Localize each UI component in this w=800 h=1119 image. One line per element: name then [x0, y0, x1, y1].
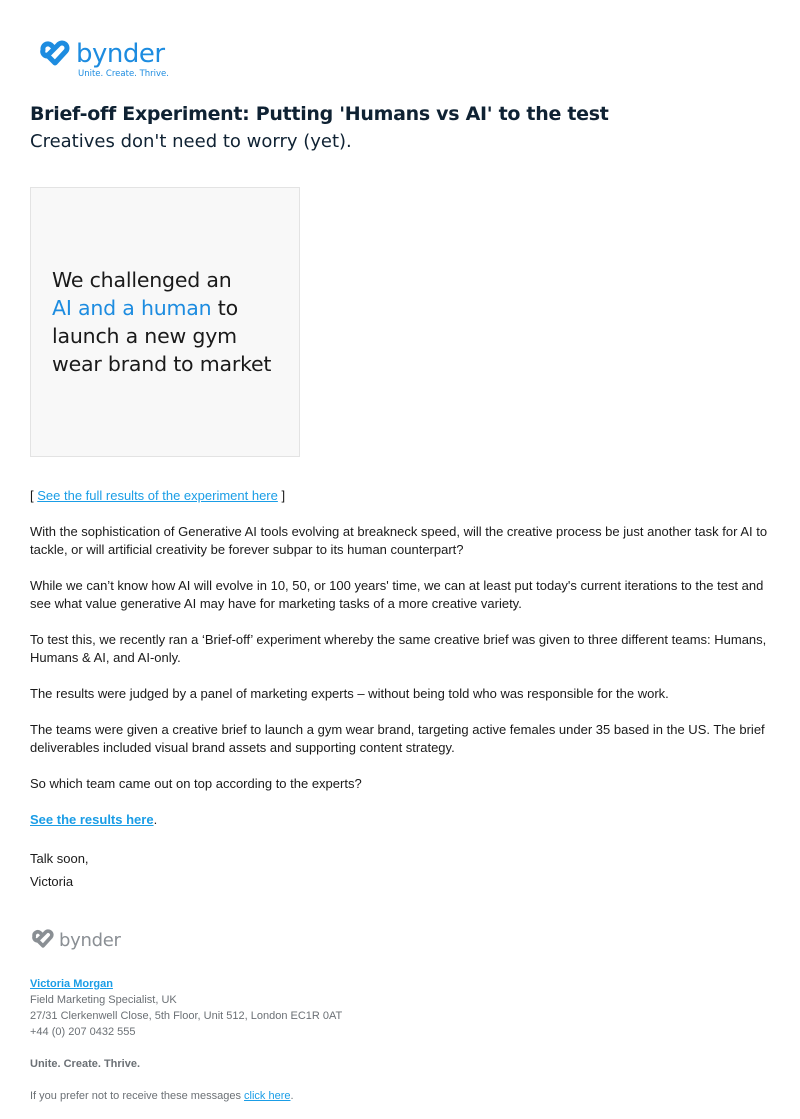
footer-logo[interactable]	[30, 929, 121, 951]
body-paragraph-6: So which team came out on top according to the experts?	[30, 776, 362, 791]
hero-line-1: We challenged an	[52, 268, 232, 292]
sender-name: Victoria	[30, 874, 74, 889]
cta-paragraph	[30, 811, 772, 829]
header-logo[interactable]	[38, 40, 169, 79]
logo-tagline: Unite. Create. Thrive.	[78, 69, 169, 79]
unsubscribe-period: .	[290, 1090, 294, 1102]
unsubscribe-text: If you prefer not to receive these messages	[30, 1090, 245, 1102]
signoff: Talk soon,	[30, 851, 89, 866]
bynder-heart-gray-icon	[30, 929, 56, 951]
footer-brand-text: bynder	[59, 929, 121, 951]
unsubscribe-row	[30, 1088, 294, 1104]
signature-name-row	[30, 976, 113, 992]
body-paragraph-4: The results were judged by a panel of marketing experts – without being told who was responsible for the work.	[30, 686, 669, 701]
hero-accent-text: AI and a human	[52, 296, 212, 320]
bracket-open: [	[30, 488, 38, 503]
hero-image[interactable]	[30, 187, 300, 457]
bracket-close: ]	[277, 488, 286, 503]
email-headline: Brief-off Experiment: Putting 'Humans vs AI' to the test	[30, 103, 609, 125]
see-results-link[interactable]: See the results here	[30, 812, 154, 827]
bynder-heart-icon	[38, 40, 72, 70]
signature-address: 27/31 Clerkenwell Close, 5th Floor, Unit 512, London EC1R 0AT	[30, 1010, 343, 1022]
body-paragraph-5: The teams were given a creative brief to launch a gym wear brand, targeting active females under 35 based in the US. The brief deliverables included visual brand assets and supporting content strategy.	[30, 722, 765, 755]
hero-line-2	[52, 294, 271, 322]
body-paragraph-2: While we can’t know how AI will evolve in 10, 50, or 100 years' time, we can at least put today's current iterations to the test and see what value generative AI may have for marketing tasks of a more creative variety.	[30, 578, 764, 611]
full-results-row	[30, 488, 285, 503]
hero-text	[52, 266, 271, 378]
signature-title: Field Marketing Specialist, UK	[30, 994, 177, 1006]
footer-tagline: Unite. Create. Thrive.	[30, 1058, 141, 1070]
hero-line-4: wear brand to market	[52, 352, 272, 376]
signature-name-link[interactable]: Victoria Morgan	[30, 978, 113, 990]
logo-brand-text: bynder	[76, 39, 165, 69]
hero-line-3: launch a new gym	[52, 324, 237, 348]
body-paragraph-1: With the sophistication of Generative AI tools evolving at breakneck speed, will the creative process be just another task for AI to tackle, or will artificial creativity be forever subpar to its human counterpart?	[30, 524, 768, 557]
logo-wordmark	[76, 40, 169, 79]
unsubscribe-link[interactable]: click here	[244, 1090, 291, 1102]
cta-period: .	[153, 812, 158, 827]
email-subheadline: Creatives don't need to worry (yet).	[30, 131, 352, 152]
full-results-link[interactable]: See the full results of the experiment here	[37, 488, 278, 503]
signature-phone: +44 (0) 207 0432 555	[30, 1026, 136, 1038]
hero-line-2-rest: to	[211, 296, 238, 320]
body-paragraph-3: To test this, we recently ran a ‘Brief-off’ experiment whereby the same creative brief was given to three different teams: Humans, Humans & AI, and AI-only.	[30, 632, 767, 665]
